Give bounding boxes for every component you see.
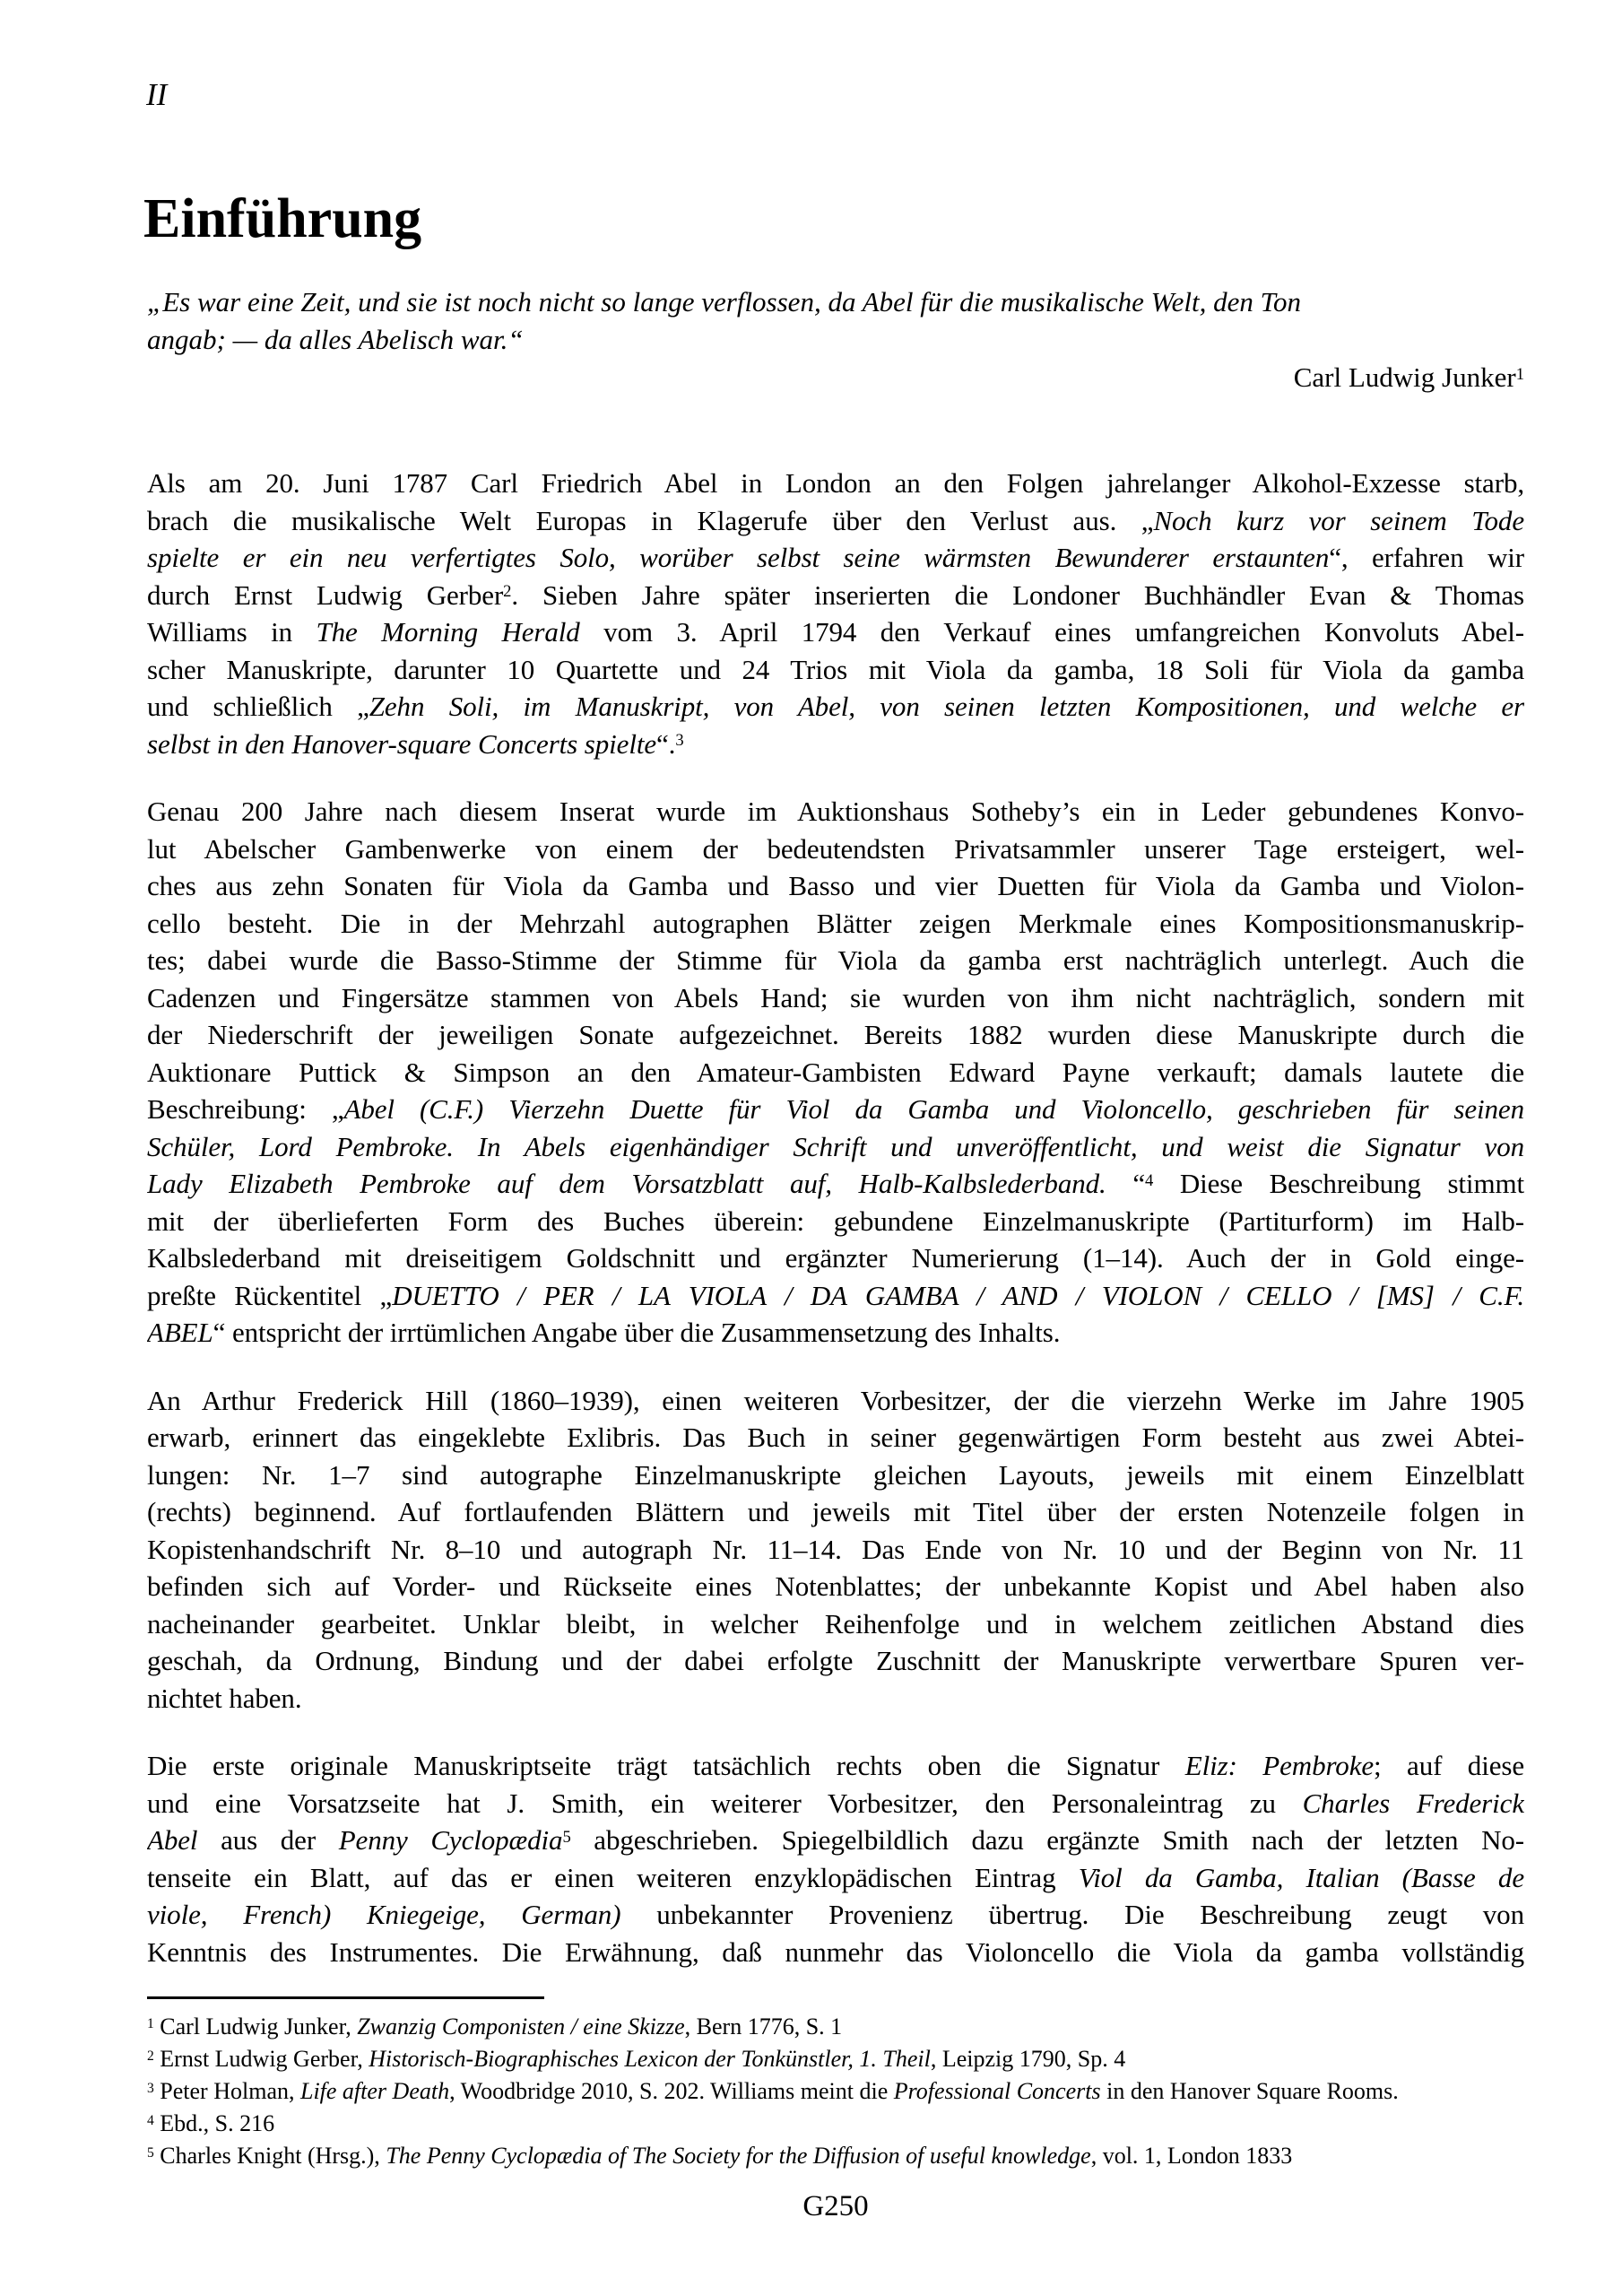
text-line: [147, 979, 1524, 1017]
text-line: [147, 1642, 1524, 1680]
footnotes: [147, 2011, 1528, 2172]
text-run: „Es war eine Zeit, und sie ist noch nicht so lange verflossen, da Abel für die musikalische Welt, den Ton: [147, 286, 1301, 317]
footnote-separator: [147, 1996, 544, 1999]
footnote-reference: 4: [1145, 1170, 1154, 1190]
text-line: [147, 1382, 1524, 1420]
text-run: nacheinander gearbeitet. Unklar bleibt, in welcher Reihenfolge und in welchem zeitlichen Abstand dies: [147, 1607, 1524, 1639]
text-line: [147, 1277, 1524, 1315]
text-run: abgeschrieben. Spiegelbildlich dazu ergänzte Smith nach der letzten No-: [570, 1824, 1524, 1856]
text-line: [147, 793, 1524, 831]
text-run: “.: [656, 727, 676, 760]
text-run: geschah, da Ordnung, Bindung und der dabei erfolgte Zuschnitt der Manuskripte verwertbare Spuren ver-: [147, 1645, 1524, 1676]
text-line: [147, 321, 1524, 359]
text-run: Abel: [147, 1824, 198, 1856]
text-line: [147, 1419, 1524, 1457]
text-run: angab; — da alles Abelisch war.“: [147, 323, 524, 355]
text-run: lut Abelscher Gambenwerke von einem der bedeutendsten Privatsammler unserer Tage ersteigert, wel-: [147, 832, 1524, 865]
text-line: [147, 539, 1524, 577]
body-paragraph: [147, 465, 1524, 762]
text-line: [147, 1822, 1524, 1859]
text-run: mit der überlieferten Form des Buches überein: gebundene Einzelmanuskripte (Partiturform) im Halb-: [147, 1205, 1524, 1237]
text-line: [147, 726, 1524, 763]
text-run: Peter Holman,: [160, 2078, 300, 2104]
footnote: [147, 2043, 1528, 2075]
footnote-reference: 5: [562, 1827, 571, 1847]
text-run: Carl Ludwig Junker,: [160, 2013, 358, 2039]
text-run: , Leipzig 1790, Sp. 4: [930, 2046, 1126, 2072]
text-run: Eliz: Pembroke: [1184, 1750, 1375, 1781]
text-run: Williams in: [147, 616, 317, 648]
text-line: [147, 651, 1524, 689]
text-run: Cadenzen und Fingersätze stammen von Abels Hand; sie wurden von ihm nicht nachträglich, sondern mit: [147, 981, 1524, 1013]
footnote-marker: 5: [147, 2144, 154, 2161]
text-line: [147, 1054, 1524, 1091]
footnote-marker: 3: [147, 2080, 154, 2096]
epigraph-attribution: [147, 359, 1524, 396]
text-line: [147, 867, 1524, 905]
text-run: und eine Vorsatzseite hat J. Smith, ein weiterer Vorbesitzer, den Personaleintrag zu: [147, 1787, 1303, 1819]
text-run: “ entspricht der irrtümlichen Angabe über die Zusammensetzung des Inhalts.: [213, 1317, 1061, 1348]
text-run: erwarb, erinnert das eingeklebte Exlibris. Das Buch in seiner gegenwärtigen Form besteht aus zwei Abtei-: [147, 1422, 1524, 1453]
text-run: Kopistenhandschrift Nr. 8–10 und autograph Nr. 11–14. Das Ende von Nr. 10 und der Beginn von Nr. 11: [147, 1533, 1524, 1565]
text-run: Penny Cyclopædia: [338, 1824, 563, 1856]
text-run: aus der: [197, 1824, 339, 1856]
text-run: “: [1132, 1168, 1145, 1199]
epigraph: [147, 283, 1524, 358]
text-run: Als am 20. Juni 1787 Carl Friedrich Abel in London an den Folgen jahrelanger Alkohol-Exzesse starb,: [147, 467, 1524, 499]
text-run: “, erfahren wir: [1329, 542, 1524, 573]
text-run: in den Hanover Square Rooms.: [1100, 2078, 1399, 2104]
text-line: [147, 1128, 1524, 1166]
text-run: , vol. 1, London 1833: [1090, 2143, 1293, 2169]
page-folio: II: [146, 77, 168, 112]
text-run: The Penny Cyclopædia of The Society for the Diffusion of useful knowledge: [386, 2143, 1091, 2169]
text-run: Genau 200 Jahre nach diesem Inserat wurde im Auktionshaus Sotheby’s ein in Leder gebundenes Konvo-: [147, 796, 1524, 827]
text-run: ; auf diese: [1374, 1750, 1524, 1781]
text-line: [147, 577, 1524, 614]
text-run: tenseite ein Blatt, auf das er einen weiteren enzyklopädischen Eintrag: [147, 1861, 1079, 1893]
text-line: [147, 688, 1524, 726]
text-run: vom 3. April 1794 den Verkauf eines umfangreichen Konvoluts Abel-: [579, 616, 1524, 648]
text-line: [147, 1531, 1524, 1569]
section-heading: Einführung: [143, 188, 422, 249]
text-line: [147, 613, 1524, 651]
footnote-marker: 2: [147, 2048, 154, 2064]
text-run: Auktionare Puttick & Simpson an den Amateur-Gambisten Edward Payne verkauft; damals lautete die: [147, 1056, 1524, 1088]
text-run: Die erste originale Manuskriptseite trägt tatsächlich rechts oben die Signatur: [147, 1750, 1185, 1781]
attribution-name: Carl Ludwig Junker: [1293, 361, 1516, 393]
text-line: [147, 1314, 1524, 1352]
text-run: DUETTO / PER / LA VIOLA / DA GAMBA / AND / VIOLON / CELLO / [MS] / C.F.: [392, 1279, 1524, 1311]
text-run: Diese Beschreibung stimmt: [1153, 1168, 1524, 1199]
text-line: [147, 1605, 1524, 1643]
text-run: Kenntnis des Instrumentes. Die Erwähnung, daß nunmehr das Violoncello die Viola da gamba vollständig: [147, 1935, 1524, 1968]
text-run: preßte Rückentitel „: [147, 1279, 393, 1311]
text-run: An Arthur Frederick Hill (1860–1939), einen weiteren Vorbesitzer, der die vierzehn Werke im Jahre 1905: [147, 1384, 1524, 1416]
footnote-reference: 3: [675, 731, 684, 751]
text-line: [147, 465, 1524, 502]
text-line: [147, 1859, 1524, 1897]
footnote: [147, 2140, 1528, 2172]
text-run: cello besteht. Die in der Mehrzahl autographen Blätter zeigen Merkmale eines Kompositionsmanuskrip-: [147, 907, 1524, 939]
footnote-reference: 2: [503, 582, 512, 602]
text-run: Ernst Ludwig Gerber,: [160, 2046, 369, 2072]
text-run: , Woodbridge 2010, S. 202. Williams meint die: [449, 2078, 894, 2104]
page-footer-siglum: G250: [802, 2190, 869, 2222]
text-run: Historisch-Biographisches Lexicon der Tonkünstler, 1. Theil: [369, 2046, 931, 2072]
text-line: [147, 1785, 1524, 1822]
text-run: und schließlich „: [147, 691, 369, 722]
text-line: [147, 1568, 1524, 1605]
text-run: scher Manuskripte, darunter 10 Quartette und 24 Trios mit Viola da gamba, 18 Soli für Viola da gamba: [147, 653, 1524, 685]
text-line: [147, 1203, 1524, 1240]
body-paragraph: [147, 793, 1524, 1352]
body-paragraph: [147, 1382, 1524, 1718]
text-run: ABEL: [147, 1317, 213, 1348]
text-run: Professional Concerts: [893, 2078, 1101, 2104]
text-run: Ebd., S. 216: [160, 2110, 275, 2136]
footnote: [147, 2108, 1528, 2140]
text-run: The Morning Herald: [316, 616, 580, 648]
text-run: Charles Knight (Hrsg.),: [160, 2143, 386, 2169]
text-run: Zwanzig Componisten / eine Skizze: [357, 2013, 685, 2039]
text-line: [147, 1680, 1524, 1718]
text-run: spielte er ein neu verfertigtes Solo, worüber selbst seine wärmsten Bewunderer erstaunten: [147, 542, 1330, 573]
text-run: unbekannter Provenienz übertrug. Die Beschreibung zeugt von: [620, 1899, 1524, 1930]
text-run: Zehn Soli, im Manuskript, von Abel, von seinen letzten Kompositionen, und welche er: [369, 691, 1524, 722]
text-run: selbst in den Hanover-square Concerts spielte: [147, 727, 657, 760]
text-line: [147, 283, 1524, 321]
footnote: [147, 2075, 1528, 2108]
text-line: [147, 1934, 1524, 1971]
text-run: viole, French) Kniegeige, German): [147, 1899, 621, 1930]
text-run: Viol da Gamba, Italian (Basse de: [1078, 1861, 1524, 1893]
text-line: [147, 1016, 1524, 1054]
text-run: der Niederschrift der jeweiligen Sonate aufgezeichnet. Bereits 1882 wurden diese Manuskripte durch die: [147, 1019, 1524, 1050]
text-run: Schüler, Lord Pembroke. In Abels eigenhändiger Schrift und unveröffentlicht, und weist die Signatur von: [147, 1130, 1524, 1162]
text-run: ches aus zehn Sonaten für Viola da Gamba und Basso und vier Duetten für Viola da Gamba und Violon-: [147, 870, 1524, 901]
text-run: Life after Death: [299, 2078, 450, 2104]
text-run: lungen: Nr. 1–7 sind autographe Einzelmanuskripte gleichen Layouts, jeweils mit einem Einzelblatt: [147, 1458, 1524, 1491]
text-line: [147, 1896, 1524, 1934]
text-line: [147, 831, 1524, 868]
text-line: [147, 905, 1524, 943]
text-run: Beschreibung: „: [147, 1093, 344, 1125]
text-line: [147, 1239, 1524, 1277]
text-run: tes; dabei wurde die Basso-Stimme der Stimme für Viola da gamba erst nachträglich unterlegt. Auch die: [147, 944, 1524, 976]
body-paragraph: [147, 1747, 1524, 1970]
text-run: befinden sich auf Vorder- und Rückseite eines Notenblattes; der unbekannte Kopist und Abel haben also: [147, 1570, 1524, 1602]
text-run: Charles Frederick: [1302, 1787, 1524, 1819]
text-run: Lady Elizabeth Pembroke auf dem Vorsatzblatt auf, Halb-Kalbslederband.: [147, 1168, 1133, 1199]
text-run: (rechts) beginnend. Auf fortlaufenden Blättern und jeweils mit Titel über der ersten Notenzeile folgen in: [147, 1496, 1524, 1527]
text-line: [147, 1091, 1524, 1128]
text-run: Noch kurz vor seinem Tode: [1153, 504, 1524, 536]
footnote-marker: 4: [147, 2112, 154, 2128]
footnote-marker: 1: [147, 2015, 154, 2031]
text-run: Abel (C.F.) Vierzehn Duette für Viol da Gamba und Violoncello, geschrieben für seinen: [343, 1093, 1524, 1125]
text-line: [147, 1165, 1524, 1203]
text-run: , Bern 1776, S. 1: [684, 2013, 843, 2039]
footnote-reference: 1: [1515, 364, 1524, 384]
text-line: [147, 502, 1524, 540]
text-line: [147, 942, 1524, 979]
text-run: Kalbslederband mit dreiseitigem Goldschnitt und ergänzter Numerierung (1–14). Auch der in Gold einge-: [147, 1242, 1524, 1274]
body-text: [147, 465, 1524, 2001]
text-run: . Sieben Jahre später inserierten die Londoner Buchhändler Evan & Thomas: [511, 578, 1524, 611]
footnote: [147, 2011, 1528, 2043]
text-run: brach die musikalische Welt Europas in Klagerufe über den Verlust aus. „: [147, 504, 1154, 536]
text-run: nichtet haben.: [147, 1682, 302, 1714]
text-line: [147, 1747, 1524, 1785]
text-run: durch Ernst Ludwig Gerber: [147, 578, 504, 611]
text-line: [147, 1493, 1524, 1531]
text-line: [147, 1457, 1524, 1494]
